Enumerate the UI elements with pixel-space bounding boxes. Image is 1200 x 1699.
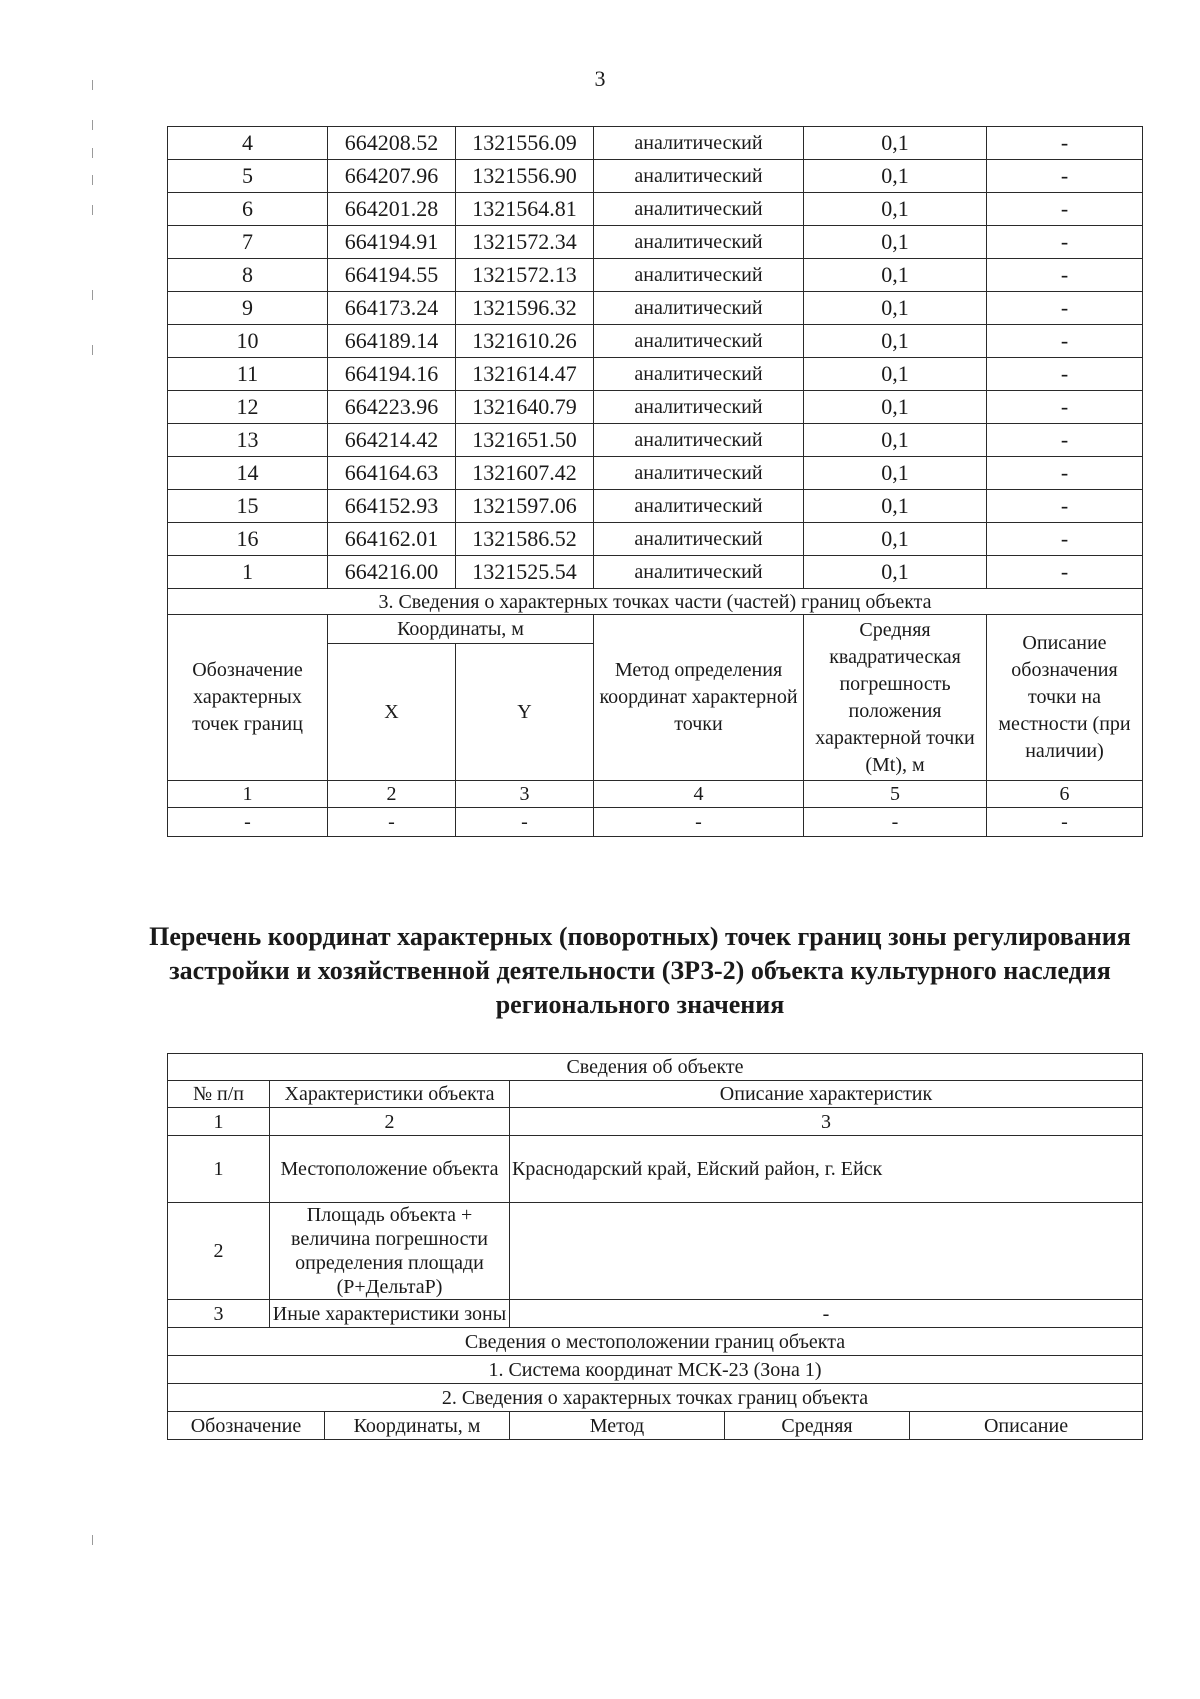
cell-desc: - [987,325,1143,358]
header-coordinates: Координаты, м [328,615,594,644]
cell-method: аналитический [594,193,804,226]
location-title: Сведения о местоположении границ объекта [168,1328,1143,1356]
cell-y: 1321651.50 [456,424,594,457]
cell-n: 9 [168,292,328,325]
cell-x: 664214.42 [328,424,456,457]
cell-method: аналитический [594,490,804,523]
cell-mt: 0,1 [804,391,987,424]
table-row [168,556,1143,589]
margin-tick [92,205,93,215]
cell-method: аналитический [594,226,804,259]
cell-desc: - [987,127,1143,160]
cell-y: 1321556.09 [456,127,594,160]
cell-desc: - [987,358,1143,391]
cell-method: аналитический [594,523,804,556]
cell-mt: 0,1 [804,424,987,457]
cell-y: 1321572.13 [456,259,594,292]
margin-tick [92,120,93,130]
empty-cell: - [804,808,987,837]
header-designation: Обозначение характерных точек границ [168,615,328,781]
cell-desc: - [987,490,1143,523]
cell-mt: 0,1 [804,259,987,292]
table-row [168,226,1143,259]
cell-y: 1321564.81 [456,193,594,226]
cell-n: 1 [168,556,328,589]
empty-cell: - [168,808,328,837]
cell-desc: - [987,292,1143,325]
empty-cell: - [328,808,456,837]
cell-desc: - [987,259,1143,292]
cell-x: 664223.96 [328,391,456,424]
page-number: 3 [594,66,606,91]
object-col-number: 1 [168,1108,270,1136]
cell-method: аналитический [594,127,804,160]
cell-n: 4 [168,127,328,160]
cell-x: 664194.91 [328,226,456,259]
table-row [168,292,1143,325]
cell-n: 11 [168,358,328,391]
cell-y: 1321640.79 [456,391,594,424]
cell-x: 664152.93 [328,490,456,523]
cell-method: аналитический [594,325,804,358]
header-description: Описание обозначения точки на местности (при наличии) [987,615,1143,781]
header-method: Метод определения координат характерной точки [594,615,804,781]
cell-n: 15 [168,490,328,523]
column-number: 4 [594,781,804,808]
cell-x: 664173.24 [328,292,456,325]
cell-x: 664189.14 [328,325,456,358]
column-number: 5 [804,781,987,808]
object-row-value: - [510,1300,1143,1328]
cell-desc: - [987,523,1143,556]
empty-cell: - [594,808,804,837]
bottom-header: Метод [510,1412,725,1440]
column-number: 1 [168,781,328,808]
cell-method: аналитический [594,358,804,391]
cell-y: 1321614.47 [456,358,594,391]
cell-y: 1321607.42 [456,457,594,490]
cell-mt: 0,1 [804,490,987,523]
cell-mt: 0,1 [804,358,987,391]
cell-y: 1321556.90 [456,160,594,193]
margin-tick [92,1535,93,1545]
bottom-header: Средняя [725,1412,910,1440]
cell-n: 14 [168,457,328,490]
cell-x: 664207.96 [328,160,456,193]
cell-n: 12 [168,391,328,424]
cell-x: 664194.16 [328,358,456,391]
table-row [168,259,1143,292]
object-row-name: Площадь объекта + величина погрешности определения площади (P+ДельтаP) [270,1203,510,1300]
cell-mt: 0,1 [804,193,987,226]
points-title: 2. Сведения о характерных точках границ объекта [168,1384,1143,1412]
cell-n: 10 [168,325,328,358]
object-row-value [510,1203,1143,1300]
table-row [168,424,1143,457]
cell-n: 13 [168,424,328,457]
cell-mt: 0,1 [804,160,987,193]
object-row-number: 1 [168,1136,270,1203]
cell-n: 8 [168,259,328,292]
object-col-header: № п/п [168,1081,270,1108]
table-row [168,523,1143,556]
cell-y: 1321610.26 [456,325,594,358]
margin-tick [92,345,93,355]
cell-x: 664164.63 [328,457,456,490]
cell-mt: 0,1 [804,523,987,556]
table-row [168,490,1143,523]
object-row-name: Местоположение объекта [270,1136,510,1203]
margin-tick [92,175,93,185]
cell-x: 664216.00 [328,556,456,589]
cell-desc: - [987,160,1143,193]
object-row-number: 3 [168,1300,270,1328]
object-col-number: 3 [510,1108,1143,1136]
margin-tick [92,148,93,158]
object-section-title: Сведения об объекте [168,1054,1143,1081]
cell-method: аналитический [594,424,804,457]
cell-n: 5 [168,160,328,193]
cell-n: 16 [168,523,328,556]
header-mean-error: Средняя квадратическая погрешность положения характерной точки (Mt), м [804,615,987,781]
table-row [168,127,1143,160]
object-col-header: Описание характеристик [510,1081,1143,1108]
cell-method: аналитический [594,457,804,490]
bottom-header: Координаты, м [325,1412,510,1440]
empty-cell: - [456,808,594,837]
margin-tick [92,80,93,90]
cell-y: 1321525.54 [456,556,594,589]
column-number: 6 [987,781,1143,808]
cell-x: 664208.52 [328,127,456,160]
cell-x: 664194.55 [328,259,456,292]
table-row [168,193,1143,226]
cell-y: 1321586.52 [456,523,594,556]
cell-desc: - [987,391,1143,424]
cell-method: аналитический [594,259,804,292]
cell-method: аналитический [594,391,804,424]
header-x: X [328,644,456,781]
cell-method: аналитический [594,160,804,193]
table-row [168,358,1143,391]
table-row [168,391,1143,424]
cell-mt: 0,1 [804,457,987,490]
cell-y: 1321596.32 [456,292,594,325]
cell-desc: - [987,424,1143,457]
cell-n: 6 [168,193,328,226]
cell-mt: 0,1 [804,226,987,259]
cell-y: 1321572.34 [456,226,594,259]
coordinates-table [167,126,1143,837]
section-heading: Перечень координат характерных (поворотных) точек границ зоны регулирования застройки и хозяйственной деятельности (ЗРЗ-2) объекта культурного наследия регионального значения [149,922,1131,1019]
object-row-number: 2 [168,1203,270,1300]
header-y: Y [456,644,594,781]
cell-mt: 0,1 [804,127,987,160]
cell-x: 664201.28 [328,193,456,226]
margin-tick [92,290,93,300]
cell-desc: - [987,556,1143,589]
coordinate-system-title: 1. Система координат МСК-23 (Зона 1) [168,1356,1143,1384]
object-row-name: Иные характеристики зоны [270,1300,510,1328]
cell-mt: 0,1 [804,325,987,358]
cell-x: 664162.01 [328,523,456,556]
cell-desc: - [987,457,1143,490]
table-row [168,160,1143,193]
table-row [168,325,1143,358]
cell-y: 1321597.06 [456,490,594,523]
table-row [168,457,1143,490]
empty-cell: - [987,808,1143,837]
cell-method: аналитический [594,292,804,325]
section-3-title: 3. Сведения о характерных точках части (частей) границ объекта [168,589,1143,615]
cell-n: 7 [168,226,328,259]
column-number: 2 [328,781,456,808]
object-col-header: Характеристики объекта [270,1081,510,1108]
bottom-header: Обозначение [168,1412,325,1440]
object-row-value: Краснодарский край, Ейский район, г. Ейск [510,1136,1143,1203]
cell-desc: - [987,193,1143,226]
object-info-table [167,1053,1143,1440]
column-number: 3 [456,781,594,808]
cell-method: аналитический [594,556,804,589]
object-col-number: 2 [270,1108,510,1136]
cell-mt: 0,1 [804,292,987,325]
cell-desc: - [987,226,1143,259]
cell-mt: 0,1 [804,556,987,589]
bottom-header: Описание [910,1412,1143,1440]
